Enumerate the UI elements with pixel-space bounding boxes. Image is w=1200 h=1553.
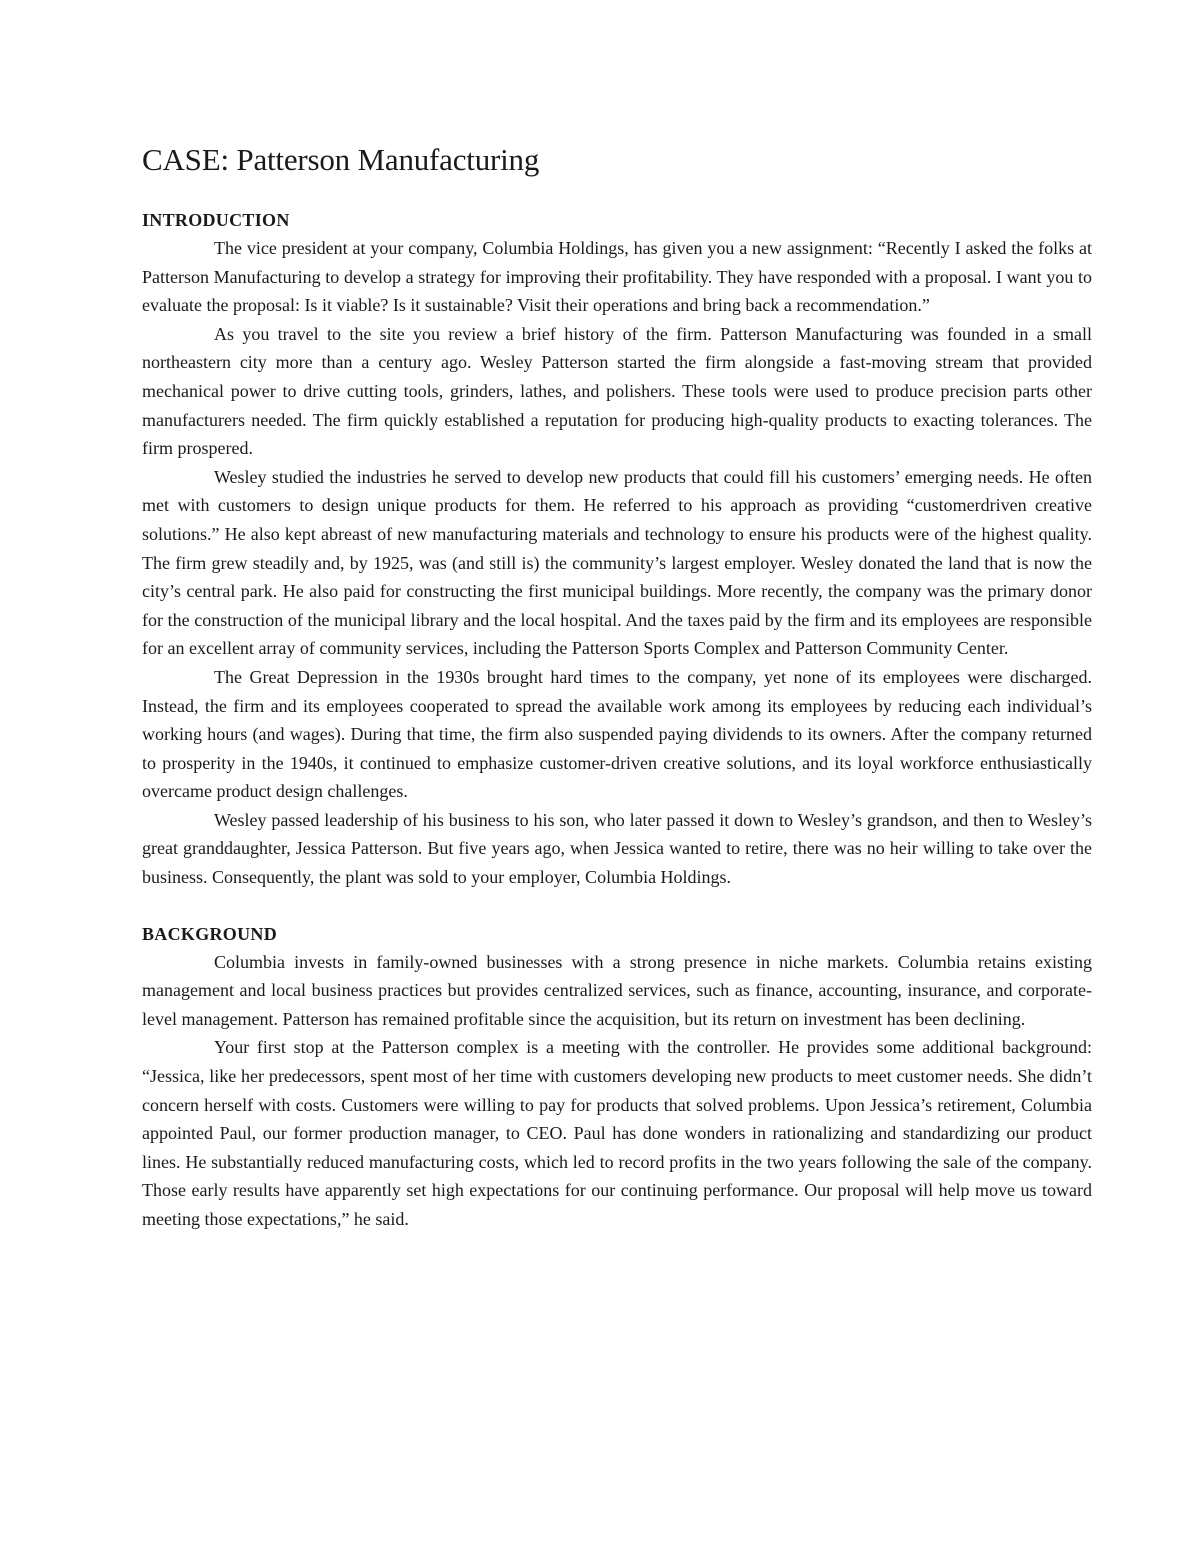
section-heading: INTRODUCTION — [142, 210, 290, 230]
paragraph: The Great Depression in the 1930s brought hard times to the company, yet none of its employees were discharged. Instead, the firm and its employees cooperated to spread the available work among its employees by reducing each individual’s working hours (and wages). During that time, the firm also suspended paying dividends to its owners. After the company returned to prosperity in the 1940s, it continued to emphasize customer-driven creative solutions, and its loyal workforce enthusiastically overcame product design challenges. — [142, 666, 1092, 802]
section-background — [142, 920, 1092, 1234]
section-heading: BACKGROUND — [142, 923, 278, 944]
paragraph: Your first stop at the Patterson complex is a meeting with the controller. He provides some additional background: “Jessica, like her predecessors, spent most of her time with customers developing new products to meet customer needs. She didn’t concern herself with costs. Customers were willing to pay for products that solved problems. Upon Jessica’s retirement, Columbia appointed Paul, our former production manager, to CEO. Paul has done wonders in rationalizing and standardizing our product lines. He substantially reduced manufacturing costs, which led to record profits in the two years following the sale of the company. Those early results have apparently set high expectations for our continuing performance. Our proposal will help move us toward meeting those expectations,” he said. — [142, 1037, 1092, 1229]
paragraph: Columbia invests in family-owned businesses with a strong presence in niche markets. Columbia retains existing management and local business practices but provides centralized services, such as finance, accounting, insurance, and corporate-level management. Patterson has remained profitable since the acquisition, but its return on investment has been declining. — [142, 951, 1092, 1029]
section-introduction — [142, 206, 1092, 892]
paragraph: Wesley passed leadership of his business to his son, who later passed it down to Wesley’s grandson, and then to Wesley’s great granddaughter, Jessica Patterson. But five years ago, when Jessica wanted to retire, there was no heir willing to take over the business. Consequently, the plant was sold to your employer, Columbia Holdings. — [142, 809, 1092, 888]
paragraph: The vice president at your company, Columbia Holdings, has given you a new assignment: “Recently I asked the folks at Patterson Manufacturing to develop a strategy for improving their profitability. They have responded with a proposal. I want you to evaluate the proposal: Is it viable? Is it sustainable? Visit their operations and bring back a recommendation.” — [142, 238, 1092, 316]
paragraph: Wesley studied the industries he served to develop new products that could fill his customers’ emerging needs. He often met with customers to design unique products for them. He referred to his approach as providing “customerdriven creative solutions.” He also kept abreast of new manufacturing materials and technology to ensure his products were of the highest quality. The firm grew steadily and, by 1925, was (and still is) the community’s largest employer. Wesley donated the land that is now the city’s central park. He also paid for constructing the first municipal buildings. More recently, the company was the primary donor for the construction of the municipal library and the local hospital. And the taxes paid by the firm and its employees are responsible for an excellent array of community services, including the Patterson Sports Complex and Patterson Community Center. — [142, 466, 1092, 659]
paragraph: As you travel to the site you review a brief history of the firm. Patterson Manufacturing was founded in a small northeastern city more than a century ago. Wesley Patterson started the firm alongside a fast-moving stream that provided mechanical power to drive cutting tools, grinders, lathes, and polishers. These tools were used to produce precision parts other manufacturers needed. The firm quickly established a reputation for producing high-quality products to exacting tolerances. The firm prospered. — [142, 323, 1092, 459]
document-title: CASE: Patterson Manufacturing — [142, 142, 540, 177]
document-page — [142, 138, 1092, 1262]
